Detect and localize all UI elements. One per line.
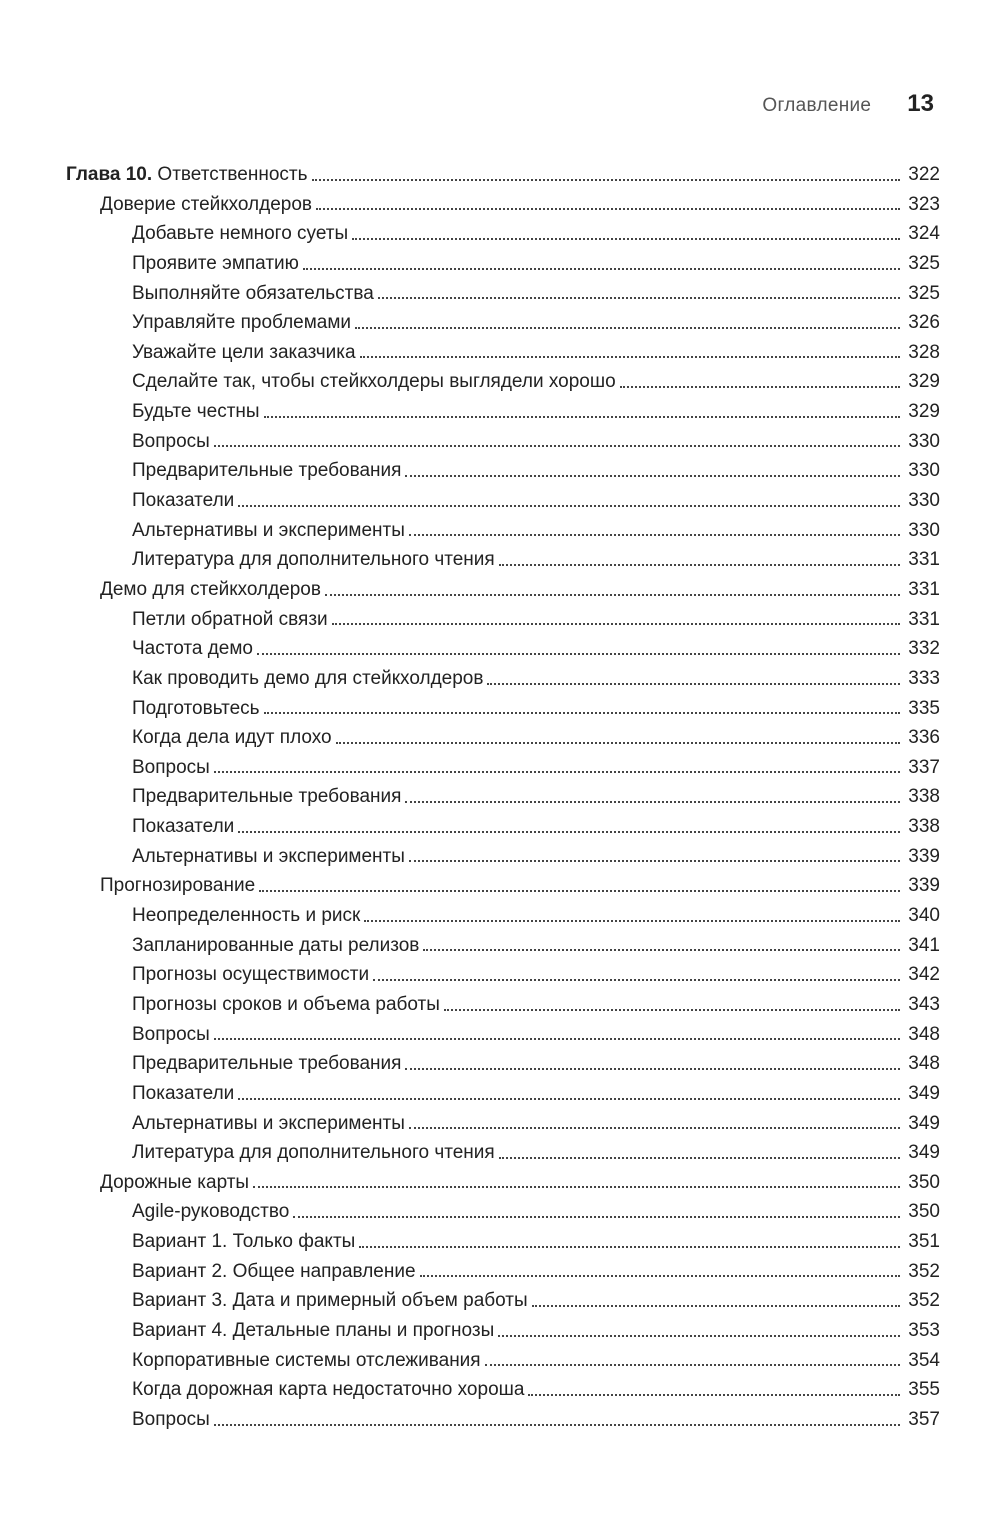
toc-entry-label: Вопросы	[132, 756, 210, 778]
toc-entry-title	[132, 782, 401, 812]
toc-entry-title	[132, 1227, 355, 1257]
toc-entry-title	[132, 812, 234, 842]
toc-entry-label: Проявите эмпатию	[132, 252, 299, 274]
toc-entry-title	[132, 1346, 481, 1376]
toc-entry-label: Вариант 1. Только факты	[132, 1231, 356, 1253]
toc-entry-title	[132, 694, 260, 724]
toc-page-number: 350	[908, 1171, 940, 1193]
toc-page-number: 354	[908, 1349, 940, 1371]
dot-leader	[238, 830, 900, 833]
toc-subsection[interactable]	[66, 901, 940, 931]
dot-leader	[238, 504, 900, 507]
toc-entry-label: Как проводить демо для стейкхолдеров	[132, 667, 484, 689]
dot-leader	[325, 593, 900, 596]
toc-entry-title	[132, 427, 210, 457]
dot-leader	[253, 1185, 900, 1188]
toc-page-number: 357	[908, 1408, 940, 1430]
dot-leader	[238, 1097, 900, 1100]
toc-entry-title	[132, 842, 405, 872]
toc-subsection[interactable]	[66, 842, 940, 872]
toc-section[interactable]	[66, 871, 940, 901]
page-number: 13	[907, 90, 934, 117]
toc-subsection[interactable]	[66, 545, 940, 575]
dot-leader	[264, 711, 900, 714]
toc-page-number: 331	[908, 578, 940, 600]
toc-page-number: 349	[908, 1082, 940, 1104]
toc-entry-title	[132, 960, 369, 990]
toc-entry-title	[132, 545, 495, 575]
toc-entry-title	[132, 1197, 289, 1227]
toc-page-number: 355	[908, 1379, 940, 1401]
toc-entry-label: Вариант 2. Общее направление	[132, 1260, 416, 1282]
toc-section[interactable]	[66, 1168, 940, 1198]
toc-subsection[interactable]	[66, 1405, 940, 1435]
toc-subsection[interactable]	[66, 1197, 940, 1227]
dot-leader	[364, 919, 900, 922]
toc-subsection[interactable]	[66, 1316, 940, 1346]
toc-entry-label: Петли обратной связи	[132, 608, 328, 630]
toc-subsection[interactable]	[66, 1257, 940, 1287]
toc-subsection[interactable]	[66, 605, 940, 635]
dot-leader	[355, 326, 900, 329]
toc-subsection[interactable]	[66, 1079, 940, 1109]
dot-leader	[487, 682, 900, 685]
toc-entry-label: Прогнозы сроков и объема работы	[132, 993, 440, 1015]
toc-subsection[interactable]	[66, 812, 940, 842]
toc-page-number: 331	[908, 549, 940, 571]
toc-subsection[interactable]	[66, 1138, 940, 1168]
toc-entry-title	[132, 1405, 210, 1435]
toc-entry-title	[66, 160, 308, 190]
toc-subsection[interactable]	[66, 338, 940, 368]
toc-subsection[interactable]	[66, 1049, 940, 1079]
toc-entry-title	[132, 1375, 524, 1405]
toc-subsection[interactable]	[66, 249, 940, 279]
toc-entry-title	[132, 753, 210, 783]
toc-entry-title	[100, 190, 312, 220]
toc-entry-label: Управляйте проблемами	[132, 312, 352, 334]
toc-page-number: 341	[908, 934, 940, 956]
toc-section[interactable]	[66, 575, 940, 605]
toc-entry-label: Вариант 3. Дата и примерный объем работы	[132, 1290, 528, 1312]
toc-subsection[interactable]	[66, 279, 940, 309]
toc-page-number: 330	[908, 490, 940, 512]
toc-subsection[interactable]	[66, 456, 940, 486]
toc-subsection[interactable]	[66, 486, 940, 516]
toc-subsection[interactable]	[66, 1020, 940, 1050]
toc-page-number: 339	[908, 875, 940, 897]
dot-leader	[409, 533, 900, 536]
toc-entry-title	[132, 249, 299, 279]
toc-entry-label: Альтернативы и эксперименты	[132, 845, 405, 867]
toc-page-number: 353	[908, 1319, 940, 1341]
dot-leader	[423, 948, 900, 951]
toc-entry-title	[132, 456, 401, 486]
toc-page-number: 339	[908, 845, 940, 867]
toc-subsection[interactable]	[66, 1375, 940, 1405]
dot-leader	[498, 1334, 900, 1337]
toc-page-number: 330	[908, 519, 940, 541]
toc-entry-label: Предварительные требования	[132, 1053, 402, 1075]
toc-subsection[interactable]	[66, 753, 940, 783]
dot-leader	[378, 296, 900, 299]
toc-entry-label: Прогнозы осуществимости	[132, 964, 370, 986]
toc-page-number: 329	[908, 401, 940, 423]
toc-entry-title	[132, 367, 616, 397]
toc-entry-label: Прогнозирование	[100, 875, 256, 897]
dot-leader	[352, 237, 900, 240]
toc-entry-label: Демо для стейкхолдеров	[100, 578, 321, 600]
toc-entry-label: Альтернативы и эксперименты	[132, 1112, 405, 1134]
dot-leader	[303, 267, 900, 270]
toc-subsection[interactable]	[66, 1109, 940, 1139]
dot-leader	[214, 1423, 900, 1426]
toc-page-number: 330	[908, 430, 940, 452]
running-head	[762, 90, 934, 118]
dot-leader	[360, 355, 900, 358]
toc-chapter[interactable]	[66, 160, 940, 190]
toc-subsection[interactable]	[66, 1346, 940, 1376]
toc-subsection[interactable]	[66, 367, 940, 397]
toc-entry-title	[132, 990, 440, 1020]
running-title: Оглавление	[762, 95, 872, 116]
toc-entry-label: Дорожные карты	[100, 1171, 250, 1193]
toc-entry-label: Доверие стейкхолдеров	[100, 193, 313, 215]
toc-page-number: 326	[908, 312, 940, 334]
dot-leader	[409, 1126, 900, 1129]
dot-leader	[257, 652, 900, 655]
toc-entry-title	[132, 308, 351, 338]
toc-subsection[interactable]	[66, 931, 940, 961]
toc-entry-label: Показатели	[132, 490, 235, 512]
toc-entry-label: Будьте честны	[132, 401, 260, 423]
toc-page-number: 352	[908, 1290, 940, 1312]
dot-leader	[214, 444, 900, 447]
toc-entry-label: Литература для дополнительного чтения	[132, 1142, 495, 1164]
toc-entry-label: Уважайте цели заказчика	[132, 341, 356, 363]
toc-subsection[interactable]	[66, 1227, 940, 1257]
toc-subsection[interactable]	[66, 782, 940, 812]
toc-entry-label: Подготовьтесь	[132, 697, 260, 719]
toc-subsection[interactable]	[66, 664, 940, 694]
toc-entry-title	[132, 397, 260, 427]
toc-page-number: 335	[908, 697, 940, 719]
toc-entry-label: Запланированные даты релизов	[132, 934, 420, 956]
toc-page-number: 342	[908, 964, 940, 986]
dot-leader	[373, 978, 900, 981]
toc-subsection[interactable]	[66, 694, 940, 724]
toc-page-number: 338	[908, 786, 940, 808]
dot-leader	[214, 1037, 900, 1040]
toc-entry-label: Сделайте так, чтобы стейкхолдеры выглядели хорошо	[132, 371, 616, 393]
toc-subsection[interactable]	[66, 960, 940, 990]
toc-page-number: 338	[908, 816, 940, 838]
toc-entry-title	[132, 219, 348, 249]
toc-entry-label: Литература для дополнительного чтения	[132, 549, 495, 571]
dot-leader	[532, 1304, 900, 1307]
toc-subsection[interactable]	[66, 634, 940, 664]
toc-page-number: 325	[908, 282, 940, 304]
dot-leader	[214, 770, 900, 773]
toc-entry-title	[132, 1020, 210, 1050]
toc-page-number: 331	[908, 608, 940, 630]
toc-entry-title	[132, 1286, 528, 1316]
toc-entry-label: Выполняйте обязательства	[132, 282, 374, 304]
dot-leader	[405, 474, 900, 477]
toc-entry-title	[132, 279, 374, 309]
dot-leader	[264, 415, 900, 418]
toc-entry-title	[132, 664, 483, 694]
toc-subsection[interactable]	[66, 1286, 940, 1316]
toc-subsection[interactable]	[66, 397, 940, 427]
dot-leader	[528, 1393, 900, 1396]
dot-leader	[485, 1363, 900, 1366]
toc-entry-label: Частота демо	[132, 638, 253, 660]
toc-page-number: 350	[908, 1201, 940, 1223]
toc-page-number: 349	[908, 1112, 940, 1134]
dot-leader	[316, 207, 900, 210]
toc-page-number: 351	[908, 1231, 940, 1253]
toc-entry-title	[132, 1316, 494, 1346]
dot-leader	[620, 385, 900, 388]
toc-page-number: 328	[908, 341, 940, 363]
toc-entry-label: Вопросы	[132, 1408, 210, 1430]
dot-leader	[359, 1245, 900, 1248]
toc-subsection[interactable]	[66, 723, 940, 753]
toc-subsection[interactable]	[66, 308, 940, 338]
toc-page-number: 352	[908, 1260, 940, 1282]
toc-entry-title	[132, 1079, 234, 1109]
toc-entry-label: Добавьте немного суеты	[132, 223, 349, 245]
dot-leader	[499, 563, 900, 566]
toc-entry-label: Предварительные требования	[132, 460, 402, 482]
toc-entry-label: Когда дела идут плохо	[132, 727, 332, 749]
toc-entry-title	[132, 605, 328, 635]
toc-entry-label: Вопросы	[132, 1023, 210, 1045]
dot-leader	[420, 1274, 900, 1277]
dot-leader	[336, 741, 900, 744]
toc-chapter-number: Глава 10.	[66, 164, 153, 185]
toc-subsection[interactable]	[66, 516, 940, 546]
dot-leader	[332, 622, 900, 625]
toc-subsection[interactable]	[66, 219, 940, 249]
toc-page-number: 337	[908, 756, 940, 778]
toc-entry-label: Неопределенность и риск	[132, 905, 361, 927]
dot-leader	[293, 1215, 900, 1218]
dot-leader	[405, 1067, 900, 1070]
toc-entry-label: Когда дорожная карта недостаточно хороша	[132, 1379, 525, 1401]
toc-page-number: 329	[908, 371, 940, 393]
toc-page-number: 348	[908, 1053, 940, 1075]
toc-entry-label: Agile-руководство	[132, 1201, 290, 1223]
toc-subsection[interactable]	[66, 427, 940, 457]
toc-page-number: 325	[908, 252, 940, 274]
toc-entry-title	[100, 871, 255, 901]
dot-leader	[444, 1008, 900, 1011]
toc-entry-title	[132, 723, 332, 753]
toc-entry-label: Ответственность	[152, 164, 308, 185]
toc-entry-title	[132, 486, 234, 516]
toc-entry-label: Корпоративные системы отслеживания	[132, 1349, 481, 1371]
toc-page-number: 332	[908, 638, 940, 660]
toc-entry-label: Вопросы	[132, 430, 210, 452]
toc-subsection[interactable]	[66, 990, 940, 1020]
toc-entry-title	[132, 1138, 495, 1168]
dot-leader	[409, 859, 900, 862]
toc-page-number: 336	[908, 727, 940, 749]
toc-page-number: 348	[908, 1023, 940, 1045]
toc-entry-title	[132, 1109, 405, 1139]
toc-entry-label: Показатели	[132, 816, 235, 838]
dot-leader	[312, 178, 900, 181]
toc-entry-title	[132, 634, 253, 664]
toc-entry-label: Альтернативы и эксперименты	[132, 519, 405, 541]
toc-entry-title	[132, 338, 356, 368]
toc-entry-title	[132, 516, 405, 546]
toc-entry-title	[132, 1257, 416, 1287]
toc-page-number: 343	[908, 993, 940, 1015]
toc-page-number: 330	[908, 460, 940, 482]
table-of-contents	[66, 160, 940, 1435]
toc-page-number: 323	[908, 193, 940, 215]
toc-entry-label: Предварительные требования	[132, 786, 402, 808]
toc-entry-title	[132, 931, 419, 961]
toc-entry-title	[100, 1168, 249, 1198]
toc-page-number: 340	[908, 905, 940, 927]
dot-leader	[259, 889, 900, 892]
toc-entry-title	[132, 1049, 401, 1079]
toc-entry-label: Показатели	[132, 1082, 235, 1104]
dot-leader	[405, 800, 900, 803]
dot-leader	[499, 1156, 900, 1159]
toc-entry-label: Вариант 4. Детальные планы и прогнозы	[132, 1319, 495, 1341]
toc-entry-title	[132, 901, 360, 931]
toc-page-number: 349	[908, 1142, 940, 1164]
toc-page-number: 324	[908, 223, 940, 245]
toc-page-number: 322	[908, 164, 940, 185]
toc-page-number: 333	[908, 667, 940, 689]
toc-entry-title	[100, 575, 321, 605]
toc-section[interactable]	[66, 190, 940, 220]
